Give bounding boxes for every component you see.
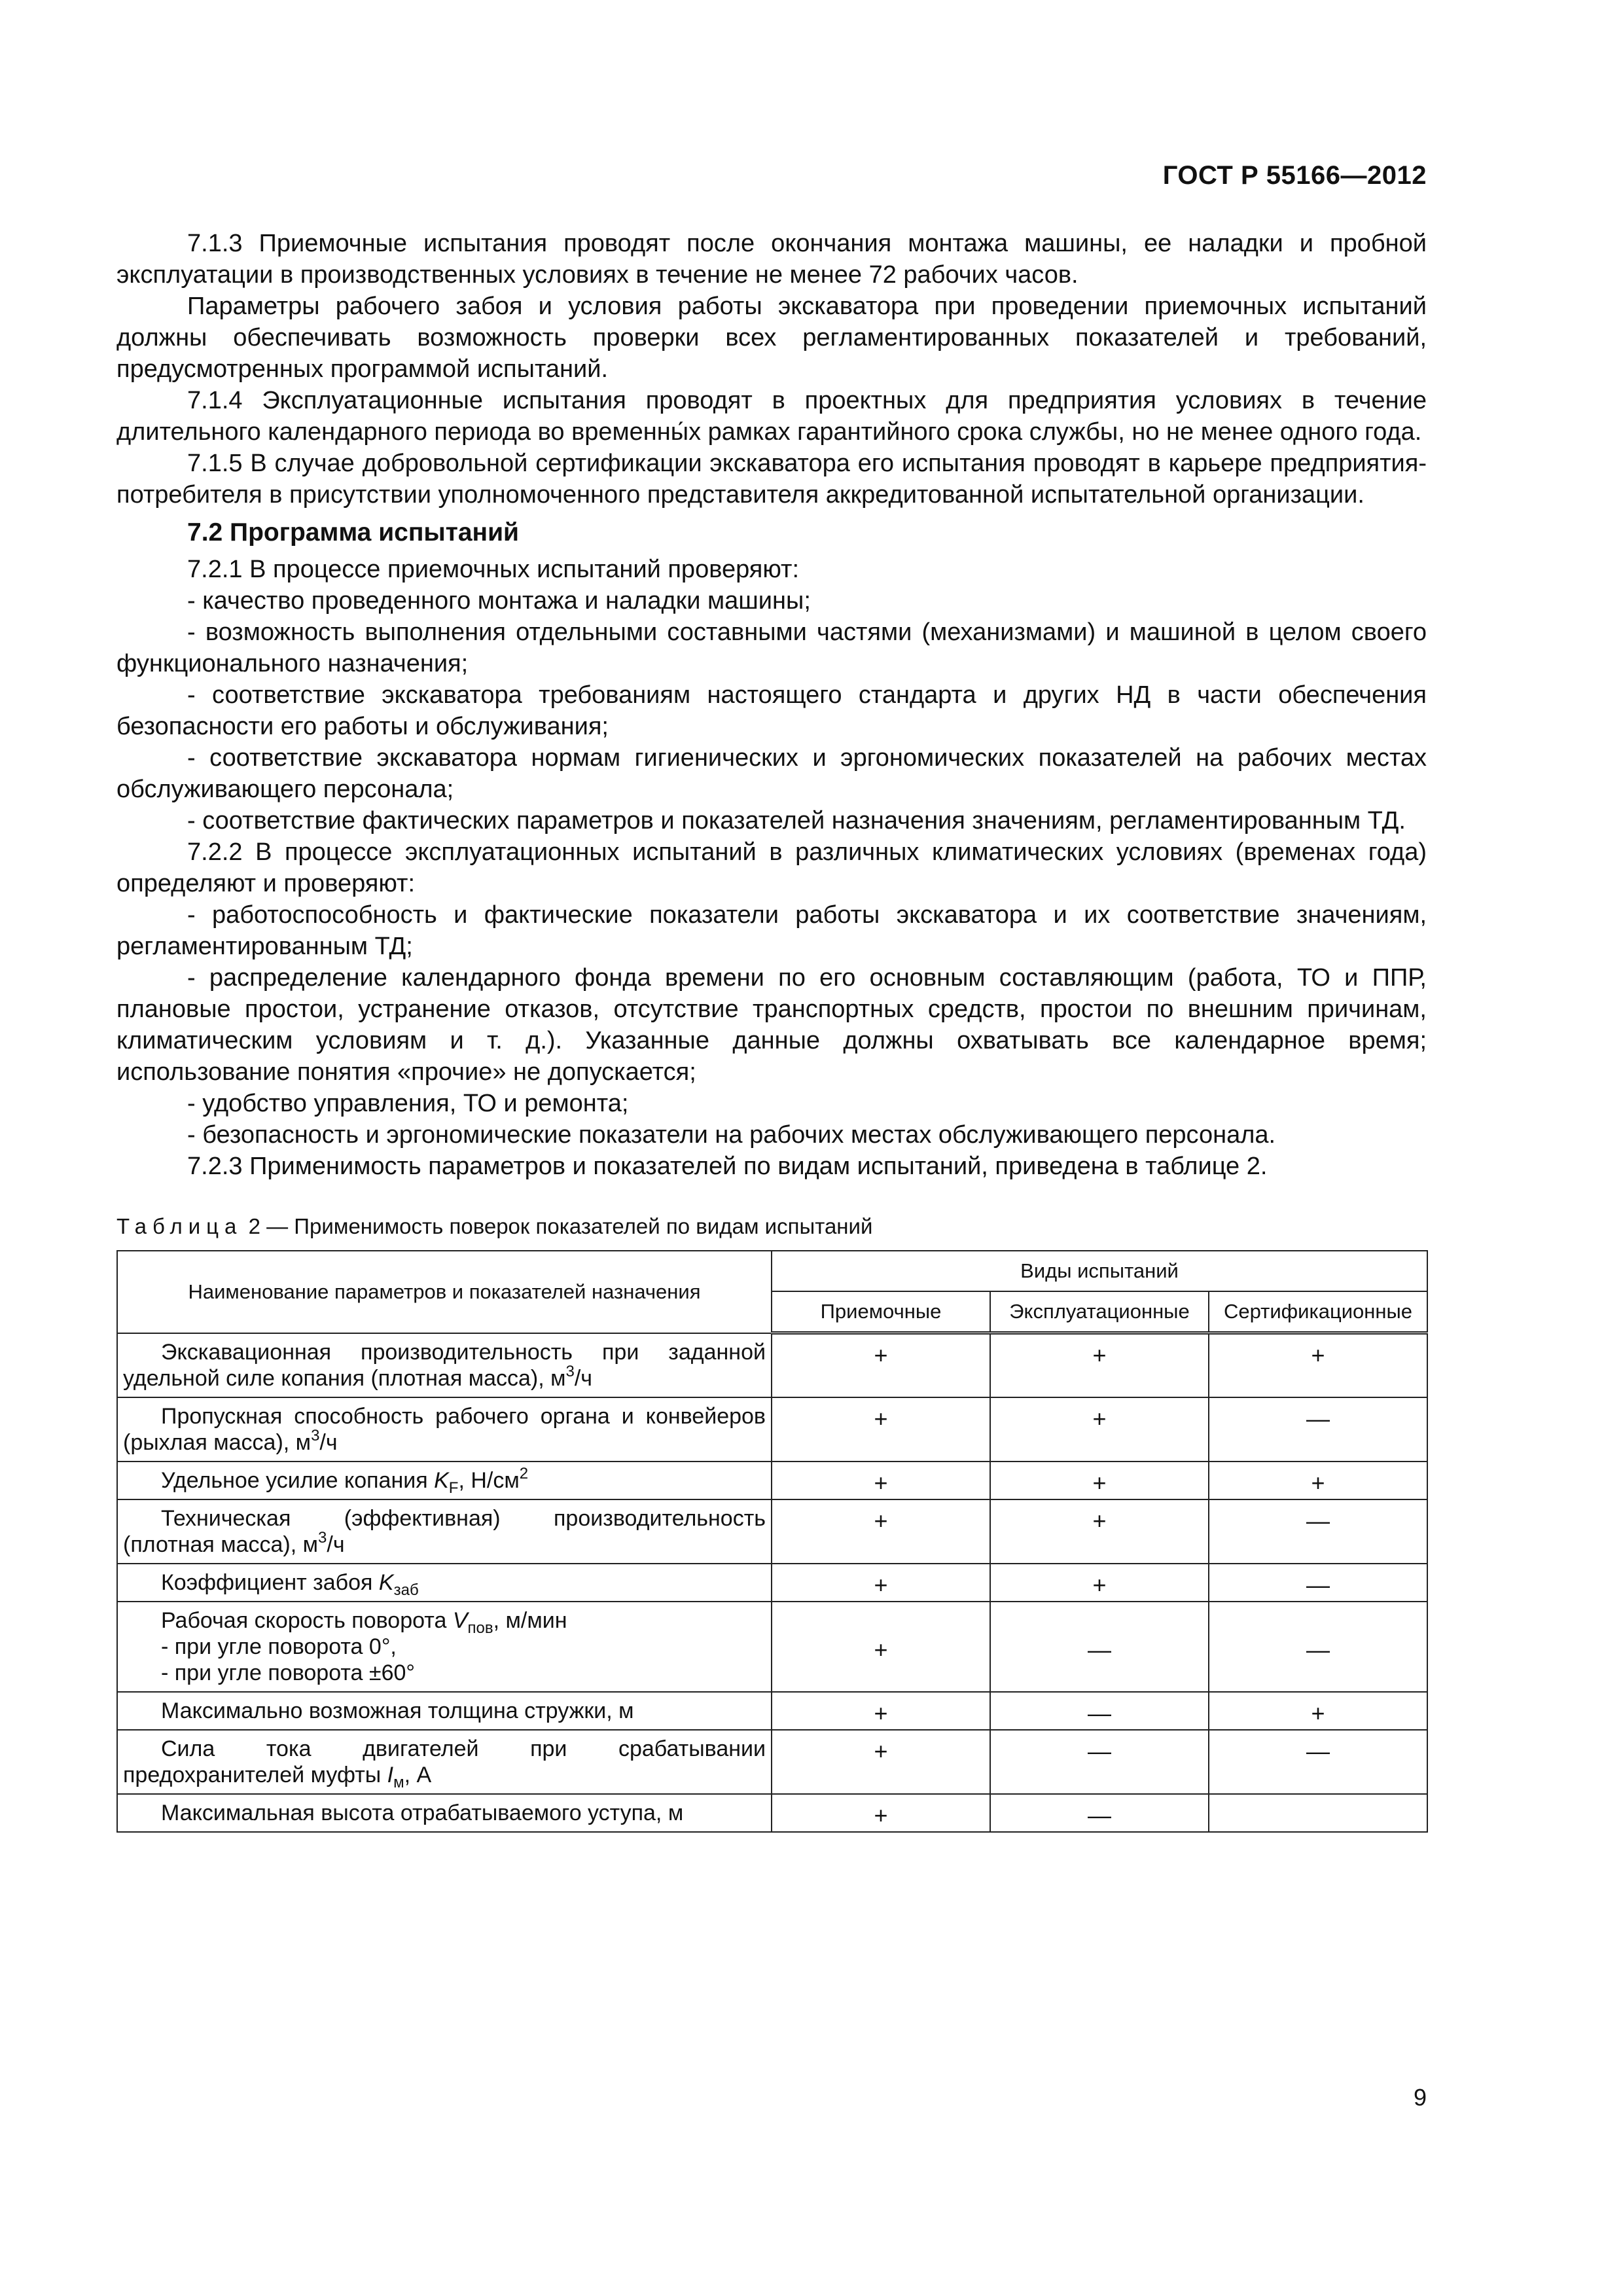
table-row	[117, 1564, 1427, 1602]
body-text	[116, 228, 1427, 1833]
cell-certification: —	[1209, 1499, 1427, 1564]
document-page	[116, 0, 1427, 2296]
cell-acceptance: +	[772, 1397, 990, 1462]
cell-operational: —	[990, 1692, 1209, 1730]
cell-operational: —	[990, 1730, 1209, 1794]
row-label: Коэффициент забоя $K_{заб}$	[117, 1564, 772, 1602]
paragraph-7-2-3: 7.2.3 Применимость параметров и показателей по видам испытаний, приведена в таблице 2.	[187, 1153, 1268, 1180]
row-label: Экскавационная производительность при заданной удельной силе копания (плотная масса), $м^3/ч$	[117, 1333, 772, 1397]
column-group-header: Виды испытаний	[772, 1251, 1427, 1291]
list-item: - возможность выполнения отдельными составными частями (механизмами) и машиной в целом своего функционального назначения;	[116, 619, 1427, 677]
cell-certification: —	[1209, 1730, 1427, 1794]
cell-acceptance: +	[772, 1564, 990, 1602]
table-row	[117, 1730, 1427, 1794]
table-row	[117, 1397, 1427, 1462]
column-header-certification: Сертификационные	[1209, 1291, 1427, 1333]
cell-acceptance: +	[772, 1462, 990, 1499]
cell-certification: —	[1209, 1602, 1427, 1692]
table-row	[117, 1794, 1427, 1832]
cell-certification: —	[1209, 1564, 1427, 1602]
document-code-header: ГОСТ Р 55166—2012	[1162, 161, 1427, 190]
list-item: - качество проведенного монтажа и наладки машины;	[187, 587, 811, 615]
table-row	[117, 1602, 1427, 1692]
cell-operational: +	[990, 1333, 1209, 1397]
paragraph-workface-params: Параметры рабочего забоя и условия работы экскаватора при проведении приемочных испытаний должны обеспечивать возможность проверки всех регламентированных показателей и требований, предусмотренных программой испытаний.	[116, 293, 1427, 383]
list-item: - удобство управления, ТО и ремонта;	[187, 1090, 629, 1117]
paragraph-7-2-1: 7.2.1 В процессе приемочных испытаний проверяют:	[187, 556, 800, 583]
table-row	[117, 1692, 1427, 1730]
section-heading-7-2: 7.2 Программа испытаний	[187, 518, 520, 547]
cell-acceptance: +	[772, 1730, 990, 1794]
cell-acceptance: +	[772, 1692, 990, 1730]
cell-certification: —	[1209, 1397, 1427, 1462]
table-caption	[116, 1213, 1427, 1240]
row-label: Техническая (эффективная) производительность (плотная масса), $м^3/ч$	[117, 1499, 772, 1564]
column-header-acceptance: Приемочные	[772, 1291, 990, 1333]
cell-acceptance: +	[772, 1499, 990, 1564]
row-label: Максимально возможная толщина стружки, м	[117, 1692, 772, 1730]
cell-operational: +	[990, 1397, 1209, 1462]
list-item: - работоспособность и фактические показатели работы экскаватора и их соответствие значениям, регламентированным ТД;	[116, 901, 1427, 960]
paragraph-7-1-5: 7.1.5 В случае добровольной сертификации экскаватора его испытания проводят в карьере предприятия-потребителя в присутствии уполномоченного представителя аккредитованной испытательной организации.	[116, 450, 1427, 509]
cell-acceptance: +	[772, 1794, 990, 1832]
row-label: Пропускная способность рабочего органа и конвейеров (рыхлая масса), $м^3/ч$	[117, 1397, 772, 1462]
page-number: 9	[1413, 2084, 1427, 2111]
row-label: Рабочая скорость поворота $V_{пов}$, м/мин - при угле поворота 0°, - при угле поворота ±60°	[117, 1602, 772, 1692]
table-row	[117, 1462, 1427, 1499]
paragraph-7-2-2: 7.2.2 В процессе эксплуатационных испытаний в различных климатических условиях (временах года) определяют и проверяют:	[116, 838, 1427, 897]
cell-operational: —	[990, 1794, 1209, 1832]
column-header-operational: Эксплуатационные	[990, 1291, 1209, 1333]
cell-certification: +	[1209, 1692, 1427, 1730]
row-label: Сила тока двигателей при срабатывании предохранителей муфты $I_м$, А	[117, 1730, 772, 1794]
cell-acceptance: +	[772, 1602, 990, 1692]
table-caption-word: Таблица	[116, 1214, 243, 1238]
table-caption-text: 2 — Применимость поверок показателей по видам испытаний	[248, 1214, 873, 1238]
cell-operational: +	[990, 1564, 1209, 1602]
paragraph-7-1-3: 7.1.3 Приемочные испытания проводят после окончания монтажа машины, ее наладки и пробной эксплуатации в производственных условиях в течение не менее 72 рабочих часов.	[116, 230, 1427, 289]
cell-acceptance: +	[772, 1333, 990, 1397]
list-item: - соответствие экскаватора нормам гигиенических и эргономических показателей на рабочих местах обслуживающего персонала;	[116, 744, 1427, 803]
row-label: Максимальная высота отрабатываемого уступа, м	[117, 1794, 772, 1832]
paragraph-7-1-4: 7.1.4 Эксплуатационные испытания проводят в проектных для предприятия условиях в течение длительного календарного периода во временны́х рамках гарантийного срока службы, но не менее одного года.	[116, 387, 1427, 446]
row-label: Удельное усилие копания $K_F$, $Н/см^2$	[117, 1462, 772, 1499]
table-row	[117, 1499, 1427, 1564]
cell-certification: +	[1209, 1333, 1427, 1397]
cell-certification: +	[1209, 1462, 1427, 1499]
applicability-table	[116, 1250, 1428, 1833]
cell-operational: —	[990, 1602, 1209, 1692]
cell-certification	[1209, 1794, 1427, 1832]
list-item: - соответствие экскаватора требованиям настоящего стандарта и других НД в части обеспечения безопасности его работы и обслуживания;	[116, 681, 1427, 740]
column-header-name: Наименование параметров и показателей назначения	[117, 1251, 772, 1333]
list-item: - соответствие фактических параметров и показателей назначения значениям, регламентированным ТД.	[187, 807, 1406, 834]
list-item: - безопасность и эргономические показатели на рабочих местах обслуживающего персонала.	[187, 1121, 1276, 1149]
cell-operational: +	[990, 1462, 1209, 1499]
list-item: - распределение календарного фонда времени по его основным составляющим (работа, ТО и ППР, плановые простои, устранение отказов, отсутствие транспортных средств, простои по внешним причинам, климатическим условиям и т. д.). Указанные данные должны охватывать все календарное время; использование понятия «прочие» не допускается;	[116, 964, 1427, 1086]
cell-operational: +	[990, 1499, 1209, 1564]
table-row	[117, 1333, 1427, 1397]
